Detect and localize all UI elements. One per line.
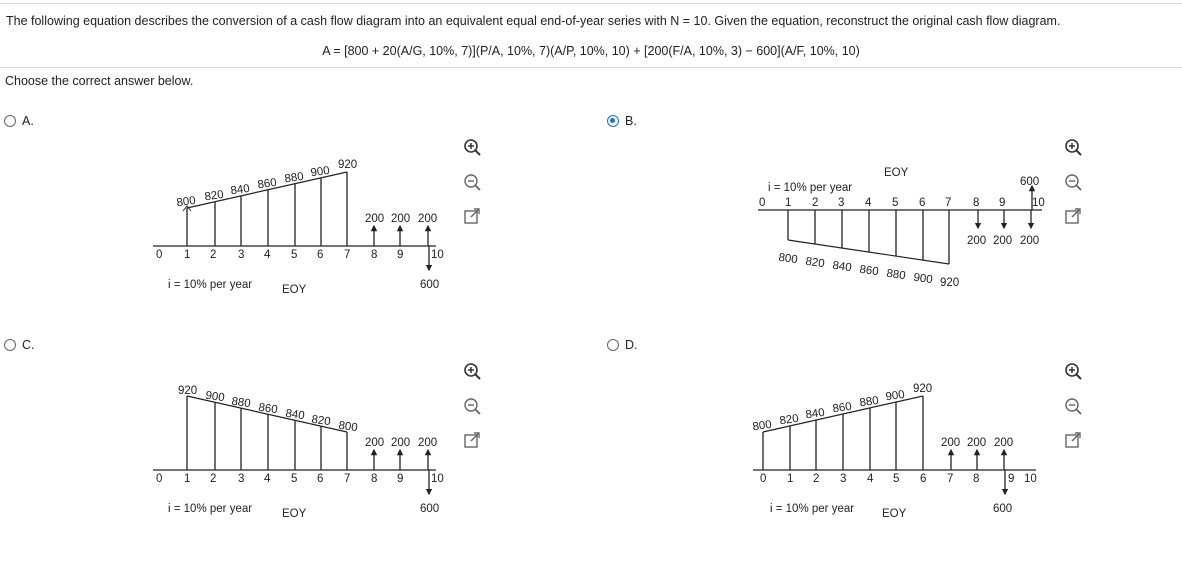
svg-text:10: 10 <box>431 249 444 261</box>
svg-text:2: 2 <box>210 473 217 485</box>
svg-text:6: 6 <box>920 473 927 485</box>
svg-text:200: 200 <box>391 437 411 449</box>
svg-text:900: 900 <box>884 388 906 404</box>
option-c[interactable] <box>4 338 35 352</box>
svg-text:200: 200 <box>967 235 987 247</box>
option-a-label: A. <box>22 114 34 128</box>
svg-text:9: 9 <box>397 473 404 485</box>
two-hundred-arrows <box>374 452 428 470</box>
svg-text:880: 880 <box>230 395 252 411</box>
option-c-radio[interactable] <box>4 339 16 351</box>
svg-text:5: 5 <box>892 197 899 209</box>
two-hundred-labels <box>365 213 437 225</box>
eoy-label: EOY <box>884 167 909 179</box>
eoy-label: EOY <box>282 284 307 296</box>
svg-text:8: 8 <box>973 197 980 209</box>
svg-text:880: 880 <box>858 394 880 410</box>
zoom-out-icon[interactable] <box>1063 172 1083 192</box>
two-hundred-labels <box>941 437 1013 449</box>
svg-text:200: 200 <box>365 213 385 225</box>
six-hundred-label: 600 <box>993 503 1013 515</box>
svg-text:860: 860 <box>257 401 279 417</box>
option-c-label: C. <box>22 338 35 352</box>
option-a-radio[interactable] <box>4 115 16 127</box>
zoom-in-icon[interactable] <box>462 361 482 381</box>
svg-text:920: 920 <box>940 277 960 289</box>
equation-text: A = [800 + 20(A/G, 10%, 7)](P/A, 10%, 7)(A/P, 10%, 10) + [200(F/A, 10%, 3) − 600](A/F, 10%, 10) <box>322 44 860 58</box>
two-hundred-arrows <box>374 228 428 246</box>
svg-text:7: 7 <box>344 249 351 261</box>
diagram-c <box>150 374 450 534</box>
two-hundred-arrows <box>951 452 1004 470</box>
option-a[interactable] <box>4 114 34 128</box>
zoom-out-icon[interactable] <box>1063 396 1083 416</box>
rising-value-labels <box>752 383 932 433</box>
open-new-window-icon[interactable] <box>462 431 482 451</box>
svg-text:820: 820 <box>804 255 826 271</box>
svg-text:9: 9 <box>1008 473 1015 485</box>
svg-text:800: 800 <box>777 251 799 267</box>
svg-text:880: 880 <box>283 170 305 186</box>
cost-value-labels <box>778 252 960 289</box>
diagram-d <box>750 374 1050 534</box>
eoy-label: EOY <box>882 508 907 520</box>
open-new-window-icon[interactable] <box>1063 431 1083 451</box>
svg-text:5: 5 <box>893 473 900 485</box>
svg-text:2: 2 <box>812 197 819 209</box>
svg-text:900: 900 <box>204 389 226 405</box>
six-hundred-label: 600 <box>1020 176 1040 188</box>
svg-text:6: 6 <box>317 473 324 485</box>
section-divider <box>0 67 1182 68</box>
svg-text:840: 840 <box>831 259 853 275</box>
interest-rate-label: i = 10% per year <box>168 279 253 291</box>
svg-text:200: 200 <box>418 213 438 225</box>
svg-text:200: 200 <box>365 437 385 449</box>
svg-text:0: 0 <box>156 249 163 261</box>
svg-text:10: 10 <box>431 473 444 485</box>
svg-text:4: 4 <box>865 197 872 209</box>
svg-text:900: 900 <box>912 271 934 287</box>
svg-text:860: 860 <box>256 176 278 192</box>
zoom-in-icon[interactable] <box>1063 137 1083 157</box>
eoy-label: EOY <box>282 508 307 520</box>
diagram-b-tools <box>1063 137 1085 242</box>
zoom-in-icon[interactable] <box>462 137 482 157</box>
svg-text:800: 800 <box>175 194 197 210</box>
svg-text:880: 880 <box>885 267 907 283</box>
svg-text:0: 0 <box>760 473 767 485</box>
svg-text:840: 840 <box>284 407 306 423</box>
svg-text:5: 5 <box>291 473 298 485</box>
svg-text:800: 800 <box>337 419 359 435</box>
svg-text:1: 1 <box>787 473 794 485</box>
svg-text:820: 820 <box>310 413 332 429</box>
diagram-a <box>150 150 450 310</box>
diagram-c-tools <box>462 361 484 466</box>
two-hundred-labels <box>967 235 1039 247</box>
svg-text:840: 840 <box>804 406 826 422</box>
svg-text:920: 920 <box>913 383 933 395</box>
interest-rate-label: i = 10% per year <box>770 503 855 515</box>
svg-text:860: 860 <box>858 263 880 279</box>
svg-text:8: 8 <box>371 249 378 261</box>
diagram-d-tools <box>1063 361 1085 466</box>
zoom-in-icon[interactable] <box>1063 361 1083 381</box>
svg-text:200: 200 <box>941 437 961 449</box>
option-b-radio[interactable] <box>607 115 619 127</box>
svg-text:200: 200 <box>1020 235 1040 247</box>
open-new-window-icon[interactable] <box>1063 207 1083 227</box>
svg-text:800: 800 <box>751 418 773 434</box>
svg-text:9: 9 <box>999 197 1006 209</box>
option-d-radio[interactable] <box>607 339 619 351</box>
svg-text:7: 7 <box>945 197 952 209</box>
question-text: The following equation describes the conversion of a cash flow diagram into an equivalent equal end-of-year series with N = 10. Given the equation, reconstruct the original cash flow diagram. <box>6 14 1061 28</box>
svg-text:7: 7 <box>344 473 351 485</box>
svg-text:200: 200 <box>418 437 438 449</box>
zoom-out-icon[interactable] <box>462 172 482 192</box>
svg-text:5: 5 <box>291 249 298 261</box>
svg-text:8: 8 <box>973 473 980 485</box>
svg-text:3: 3 <box>238 473 245 485</box>
svg-text:200: 200 <box>993 235 1013 247</box>
interest-rate-label: i = 10% per year <box>168 503 253 515</box>
svg-text:10: 10 <box>1024 473 1037 485</box>
svg-text:4: 4 <box>264 473 271 485</box>
year-labels <box>760 473 1037 485</box>
two-hundred-arrows <box>978 210 1031 226</box>
svg-text:1: 1 <box>184 473 191 485</box>
svg-text:6: 6 <box>317 249 324 261</box>
svg-text:2: 2 <box>210 249 217 261</box>
answer-prompt: Choose the correct answer below. <box>5 74 194 88</box>
two-hundred-labels <box>365 437 437 449</box>
top-divider <box>0 3 1182 4</box>
svg-text:6: 6 <box>919 197 926 209</box>
option-b[interactable] <box>607 114 637 128</box>
svg-text:820: 820 <box>778 412 800 428</box>
year-labels <box>759 197 1045 209</box>
svg-text:2: 2 <box>813 473 820 485</box>
svg-text:0: 0 <box>759 197 766 209</box>
svg-text:900: 900 <box>309 164 331 180</box>
interest-rate-label: i = 10% per year <box>768 182 853 194</box>
svg-text:200: 200 <box>967 437 987 449</box>
option-b-label: B. <box>625 114 637 128</box>
svg-text:200: 200 <box>391 213 411 225</box>
svg-text:1: 1 <box>184 249 191 261</box>
svg-text:10: 10 <box>1032 197 1045 209</box>
six-hundred-label: 600 <box>420 279 440 291</box>
svg-text:3: 3 <box>838 197 845 209</box>
diagram-a-tools <box>462 137 484 242</box>
svg-text:200: 200 <box>994 437 1014 449</box>
svg-text:820: 820 <box>203 188 225 204</box>
year-labels <box>156 473 444 485</box>
rising-value-labels <box>176 159 357 209</box>
six-hundred-label: 600 <box>420 503 440 515</box>
option-d-label: D. <box>625 338 638 352</box>
svg-text:840: 840 <box>229 182 251 198</box>
diagram-b <box>750 160 1060 300</box>
svg-text:860: 860 <box>831 400 853 416</box>
svg-text:920: 920 <box>178 385 198 397</box>
svg-text:8: 8 <box>371 473 378 485</box>
svg-text:4: 4 <box>867 473 874 485</box>
svg-text:3: 3 <box>238 249 245 261</box>
svg-text:920: 920 <box>338 159 358 171</box>
option-d[interactable] <box>607 338 638 352</box>
open-new-window-icon[interactable] <box>462 207 482 227</box>
year-labels <box>156 249 444 261</box>
svg-text:3: 3 <box>840 473 847 485</box>
zoom-out-icon[interactable] <box>462 396 482 416</box>
svg-text:0: 0 <box>156 473 163 485</box>
svg-text:9: 9 <box>397 249 404 261</box>
svg-text:7: 7 <box>947 473 954 485</box>
svg-text:1: 1 <box>785 197 792 209</box>
svg-text:4: 4 <box>264 249 271 261</box>
